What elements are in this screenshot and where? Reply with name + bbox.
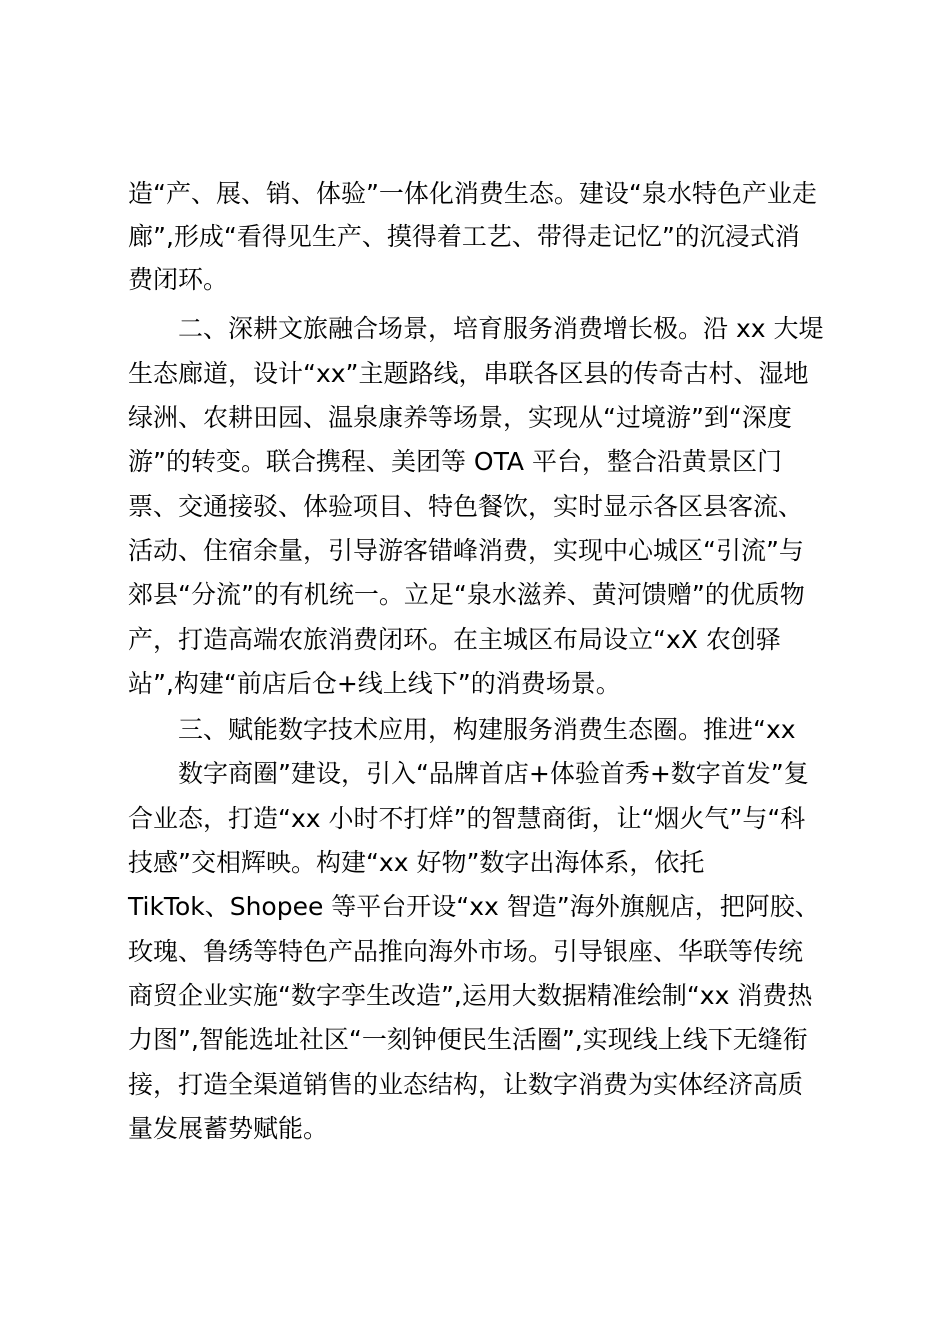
text-line: 站”,构建“前店后仓+线上线下”的消费场景。 — [128, 669, 621, 698]
text-line: 游”的转变。联合携程、美团等 OTA 平台，整合沿黄景区门 — [128, 447, 782, 476]
paragraph-2-start: 二、深耕文旅融合场景，培育服务消费增长极。沿 xx 大堤 — [178, 314, 824, 343]
text-line: 商贸企业实施“数字孪生改造”,运用大数据精准绘制“xx 消费热 — [128, 981, 813, 1010]
text-line: 量发展蓄势赋能。 — [128, 1114, 329, 1143]
text-line: 造“产、展、销、体验”一体化消费生态。建设“泉水特色产业走 — [128, 179, 817, 208]
text-line: 票、交通接驳、体验项目、特色餐饮，实时显示各区县客流、 — [128, 492, 804, 521]
text-line: 郊县“分流”的有机统一。立足“泉水滋养、黄河馈赠”的优质物 — [128, 580, 805, 609]
text-line: 绿洲、农耕田园、温泉康养等场景，实现从“过境游”到“深度 — [128, 403, 792, 432]
text-line: 生态廊道，设计“xx”主题路线，串联各区县的传奇古村、湿地 — [128, 359, 809, 388]
text-line: 费闭环。 — [128, 265, 229, 294]
text-line: TikTok、Shopee 等平台开设“xx 智造”海外旗舰店，把阿胶、 — [128, 892, 820, 921]
text-line: 产，打造高端农旅消费闭环。在主城区布局设立“xX 农创驿 — [128, 625, 781, 654]
text-line: 技感”交相辉映。构建“xx 好物”数字出海体系，依托 — [128, 848, 705, 877]
text-line: 数字商圈”建设，引入“品牌首店+体验首秀+数字首发”复 — [178, 759, 809, 788]
paragraph-3-start: 三、赋能数字技术应用，构建服务消费生态圈。推进“xx — [178, 715, 796, 744]
text-line: 活动、住宿余量，引导游客错峰消费，实现中心城区“引流”与 — [128, 536, 804, 565]
text-line: 玫瑰、鲁绣等特色产品推向海外市场。引导银座、华联等传统 — [128, 937, 804, 966]
text-line: 廊”,形成“看得见生产、摸得着工艺、带得走记忆”的沉浸式消 — [128, 222, 800, 251]
text-line: 力图”,智能选址社区“一刻钟便民生活圈”,实现线上线下无缝衔 — [128, 1025, 808, 1054]
text-line: 接，打造全渠道销售的业态结构，让数字消费为实体经济高质 — [128, 1070, 804, 1099]
text-line: 合业态，打造“xx 小时不打烊”的智慧商街，让“烟火气”与“科 — [128, 804, 806, 833]
